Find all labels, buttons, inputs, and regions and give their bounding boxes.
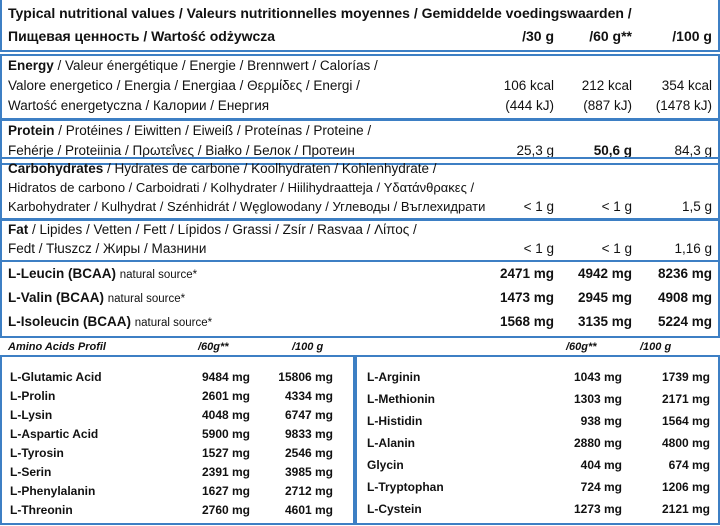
carbs-100: 1,5 g (681, 199, 712, 214)
amino-header (0, 340, 720, 354)
amino-60: 2391 mg (201, 465, 250, 479)
bcaa-section (0, 260, 720, 338)
bcaa-30: 2471 mg (499, 266, 554, 281)
amino-100: 9833 mg (284, 427, 333, 441)
bcaa-note: natural source* (107, 293, 186, 305)
amino-name: L-Methionin (367, 392, 435, 406)
bcaa-100: 8236 mg (657, 266, 712, 281)
amino-col-60: /60g** (198, 341, 229, 353)
carbs-translations-3: Karbohydrater / Kulhydrat / Szénhidrát / Węglowodany / Углеводы / Въглехидрати (8, 199, 486, 214)
table-row (357, 389, 718, 409)
amino-100: 15806 mg (278, 370, 333, 384)
table-row (2, 367, 353, 387)
carbs-60: < 1 g (601, 199, 632, 214)
energy-translations-1: / Valeur énergétique / Energie / Brennwert / Calorías / (53, 58, 378, 73)
fat-section (0, 218, 720, 262)
bcaa-100: 5224 mg (657, 314, 712, 329)
amino-name: L-Alanin (367, 436, 415, 450)
bcaa-note: natural source* (134, 317, 213, 329)
protein-translations-1: / Protéines / Eiwitten / Eiweiß / Proteínas / Proteine / (54, 123, 372, 138)
amino-col-100: /100 g (292, 341, 324, 353)
bcaa-name: L-Leucin (BCAA) (8, 266, 116, 281)
energy-translations-2: Valore energetico / Energia / Energiaa / Θερμίδες / Energi / (8, 78, 360, 93)
bcaa-60: 3135 mg (577, 314, 632, 329)
amino-60: 724 mg (580, 480, 622, 494)
amino-100: 674 mg (668, 458, 710, 472)
energy-kj-60: (887 kJ) (583, 98, 632, 113)
amino-name: L-Aspartic Acid (10, 427, 99, 441)
table-row (357, 499, 718, 519)
amino-name: L-Glutamic Acid (10, 370, 102, 384)
table-row (357, 411, 718, 431)
table-row (357, 455, 718, 475)
bcaa-60: 4942 mg (577, 266, 632, 281)
amino-100: 6747 mg (284, 408, 333, 422)
amino-name: L-Serin (10, 465, 52, 479)
amino-100: 2121 mg (661, 502, 710, 516)
amino-col-100-right: /100 g (640, 341, 672, 353)
amino-100: 2171 mg (661, 392, 710, 406)
protein-translations-2: Fehérje / Proteiinia / Πρωτεΐνες / Białko / Белок / Протеин (8, 143, 355, 158)
amino-100: 1739 mg (661, 370, 710, 384)
amino-100: 4601 mg (284, 503, 333, 517)
amino-name: L-Histidin (367, 414, 423, 428)
amino-60: 2880 mg (573, 436, 622, 450)
carbs-30: < 1 g (523, 199, 554, 214)
table-row (2, 462, 353, 482)
col-60g-header: /60 g** (589, 28, 632, 44)
amino-60: 4048 mg (201, 408, 250, 422)
table-row (2, 405, 353, 425)
amino-100: 4334 mg (284, 389, 333, 403)
amino-60: 5900 mg (201, 427, 250, 441)
table-row (2, 500, 353, 520)
col-100g-header: /100 g (672, 28, 712, 44)
energy-kj-30: (444 kJ) (505, 98, 554, 113)
protein-60: 50,6 g (593, 143, 632, 158)
protein-label: Protein (8, 123, 55, 138)
table-row (357, 367, 718, 387)
amino-100: 2712 mg (284, 484, 333, 498)
bcaa-note: natural source* (119, 269, 198, 281)
carbs-label: Carbohydrates (8, 161, 104, 176)
amino-60: 938 mg (580, 414, 622, 428)
fat-translations-2: Fedt / Tłuszcz / Жиры / Мазнини (8, 241, 207, 256)
amino-100: 1564 mg (661, 414, 710, 428)
amino-name: L-Threonin (10, 503, 73, 517)
bcaa-30: 1568 mg (499, 314, 554, 329)
amino-100: 3985 mg (284, 465, 333, 479)
table-row (2, 481, 353, 501)
amino-60: 1303 mg (573, 392, 622, 406)
amino-name: L-Prolin (10, 389, 56, 403)
bcaa-30: 1473 mg (499, 290, 554, 305)
table-row (357, 477, 718, 497)
amino-60: 2760 mg (201, 503, 250, 517)
fat-label: Fat (8, 222, 29, 237)
amino-name: L-Arginin (367, 370, 421, 384)
header-section (0, 0, 720, 52)
fat-100: 1,16 g (674, 241, 712, 256)
energy-kcal-100: 354 kcal (661, 78, 712, 93)
carbs-translations-2: Hidratos de carbono / Carboidrati / Kolhydrater / Hiilihydraatteja / Υδατάνθρακες / (8, 180, 475, 195)
amino-right-box (355, 355, 720, 525)
bcaa-60: 2945 mg (577, 290, 632, 305)
table-row (357, 433, 718, 453)
col-30g-header: /30 g (522, 28, 554, 44)
header-line-2: Пищевая ценность / Wartość odżywcza (8, 28, 276, 44)
energy-kcal-60: 212 kcal (581, 78, 632, 93)
amino-100: 4800 mg (661, 436, 710, 450)
energy-translations-3: Wartość energetyczna / Калории / Енергия (8, 98, 270, 113)
amino-60: 404 mg (580, 458, 622, 472)
bcaa-100: 4908 mg (657, 290, 712, 305)
fat-60: < 1 g (601, 241, 632, 256)
carbs-translations-1: / Hydrates de carbone / Koolhydraten / Kohlenhydrate / (103, 161, 437, 176)
protein-30: 25,3 g (516, 143, 554, 158)
amino-100: 1206 mg (661, 480, 710, 494)
amino-name: L-Tryptophan (367, 480, 444, 494)
carbs-section (0, 157, 720, 221)
amino-60: 2601 mg (201, 389, 250, 403)
amino-60: 1627 mg (201, 484, 250, 498)
energy-kj-100: (1478 kJ) (655, 98, 712, 113)
amino-60: 9484 mg (201, 370, 250, 384)
fat-30: < 1 g (523, 241, 554, 256)
amino-name: L-Cystein (367, 502, 422, 516)
amino-name: L-Lysin (10, 408, 53, 422)
amino-col-60-right: /60g** (566, 341, 597, 353)
bcaa-name: L-Isoleucin (BCAA) (8, 314, 131, 329)
table-row (2, 386, 353, 406)
bcaa-name: L-Valin (BCAA) (8, 290, 104, 305)
amino-title: Amino Acids Profil (8, 341, 106, 353)
energy-section (0, 54, 720, 120)
fat-translations-1: / Lipides / Vetten / Fett / Lípidos / Grassi / Zsír / Rasvaa / Λίπος / (28, 222, 417, 237)
amino-60: 1273 mg (573, 502, 622, 516)
amino-left-box (0, 355, 355, 525)
amino-100: 2546 mg (284, 446, 333, 460)
protein-100: 84,3 g (674, 143, 712, 158)
energy-kcal-30: 106 kcal (503, 78, 554, 93)
amino-name: L-Phenylalanin (10, 484, 96, 498)
table-row (2, 424, 353, 444)
amino-60: 1043 mg (573, 370, 622, 384)
amino-name: L-Tyrosin (10, 446, 64, 460)
amino-60: 1527 mg (201, 446, 250, 460)
table-row (2, 443, 353, 463)
header-line-1: Typical nutritional values / Valeurs nutritionnelles moyennes / Gemiddelde voedingswaarden / (8, 5, 632, 21)
amino-name: Glycin (367, 458, 404, 472)
energy-label: Energy (8, 58, 54, 73)
